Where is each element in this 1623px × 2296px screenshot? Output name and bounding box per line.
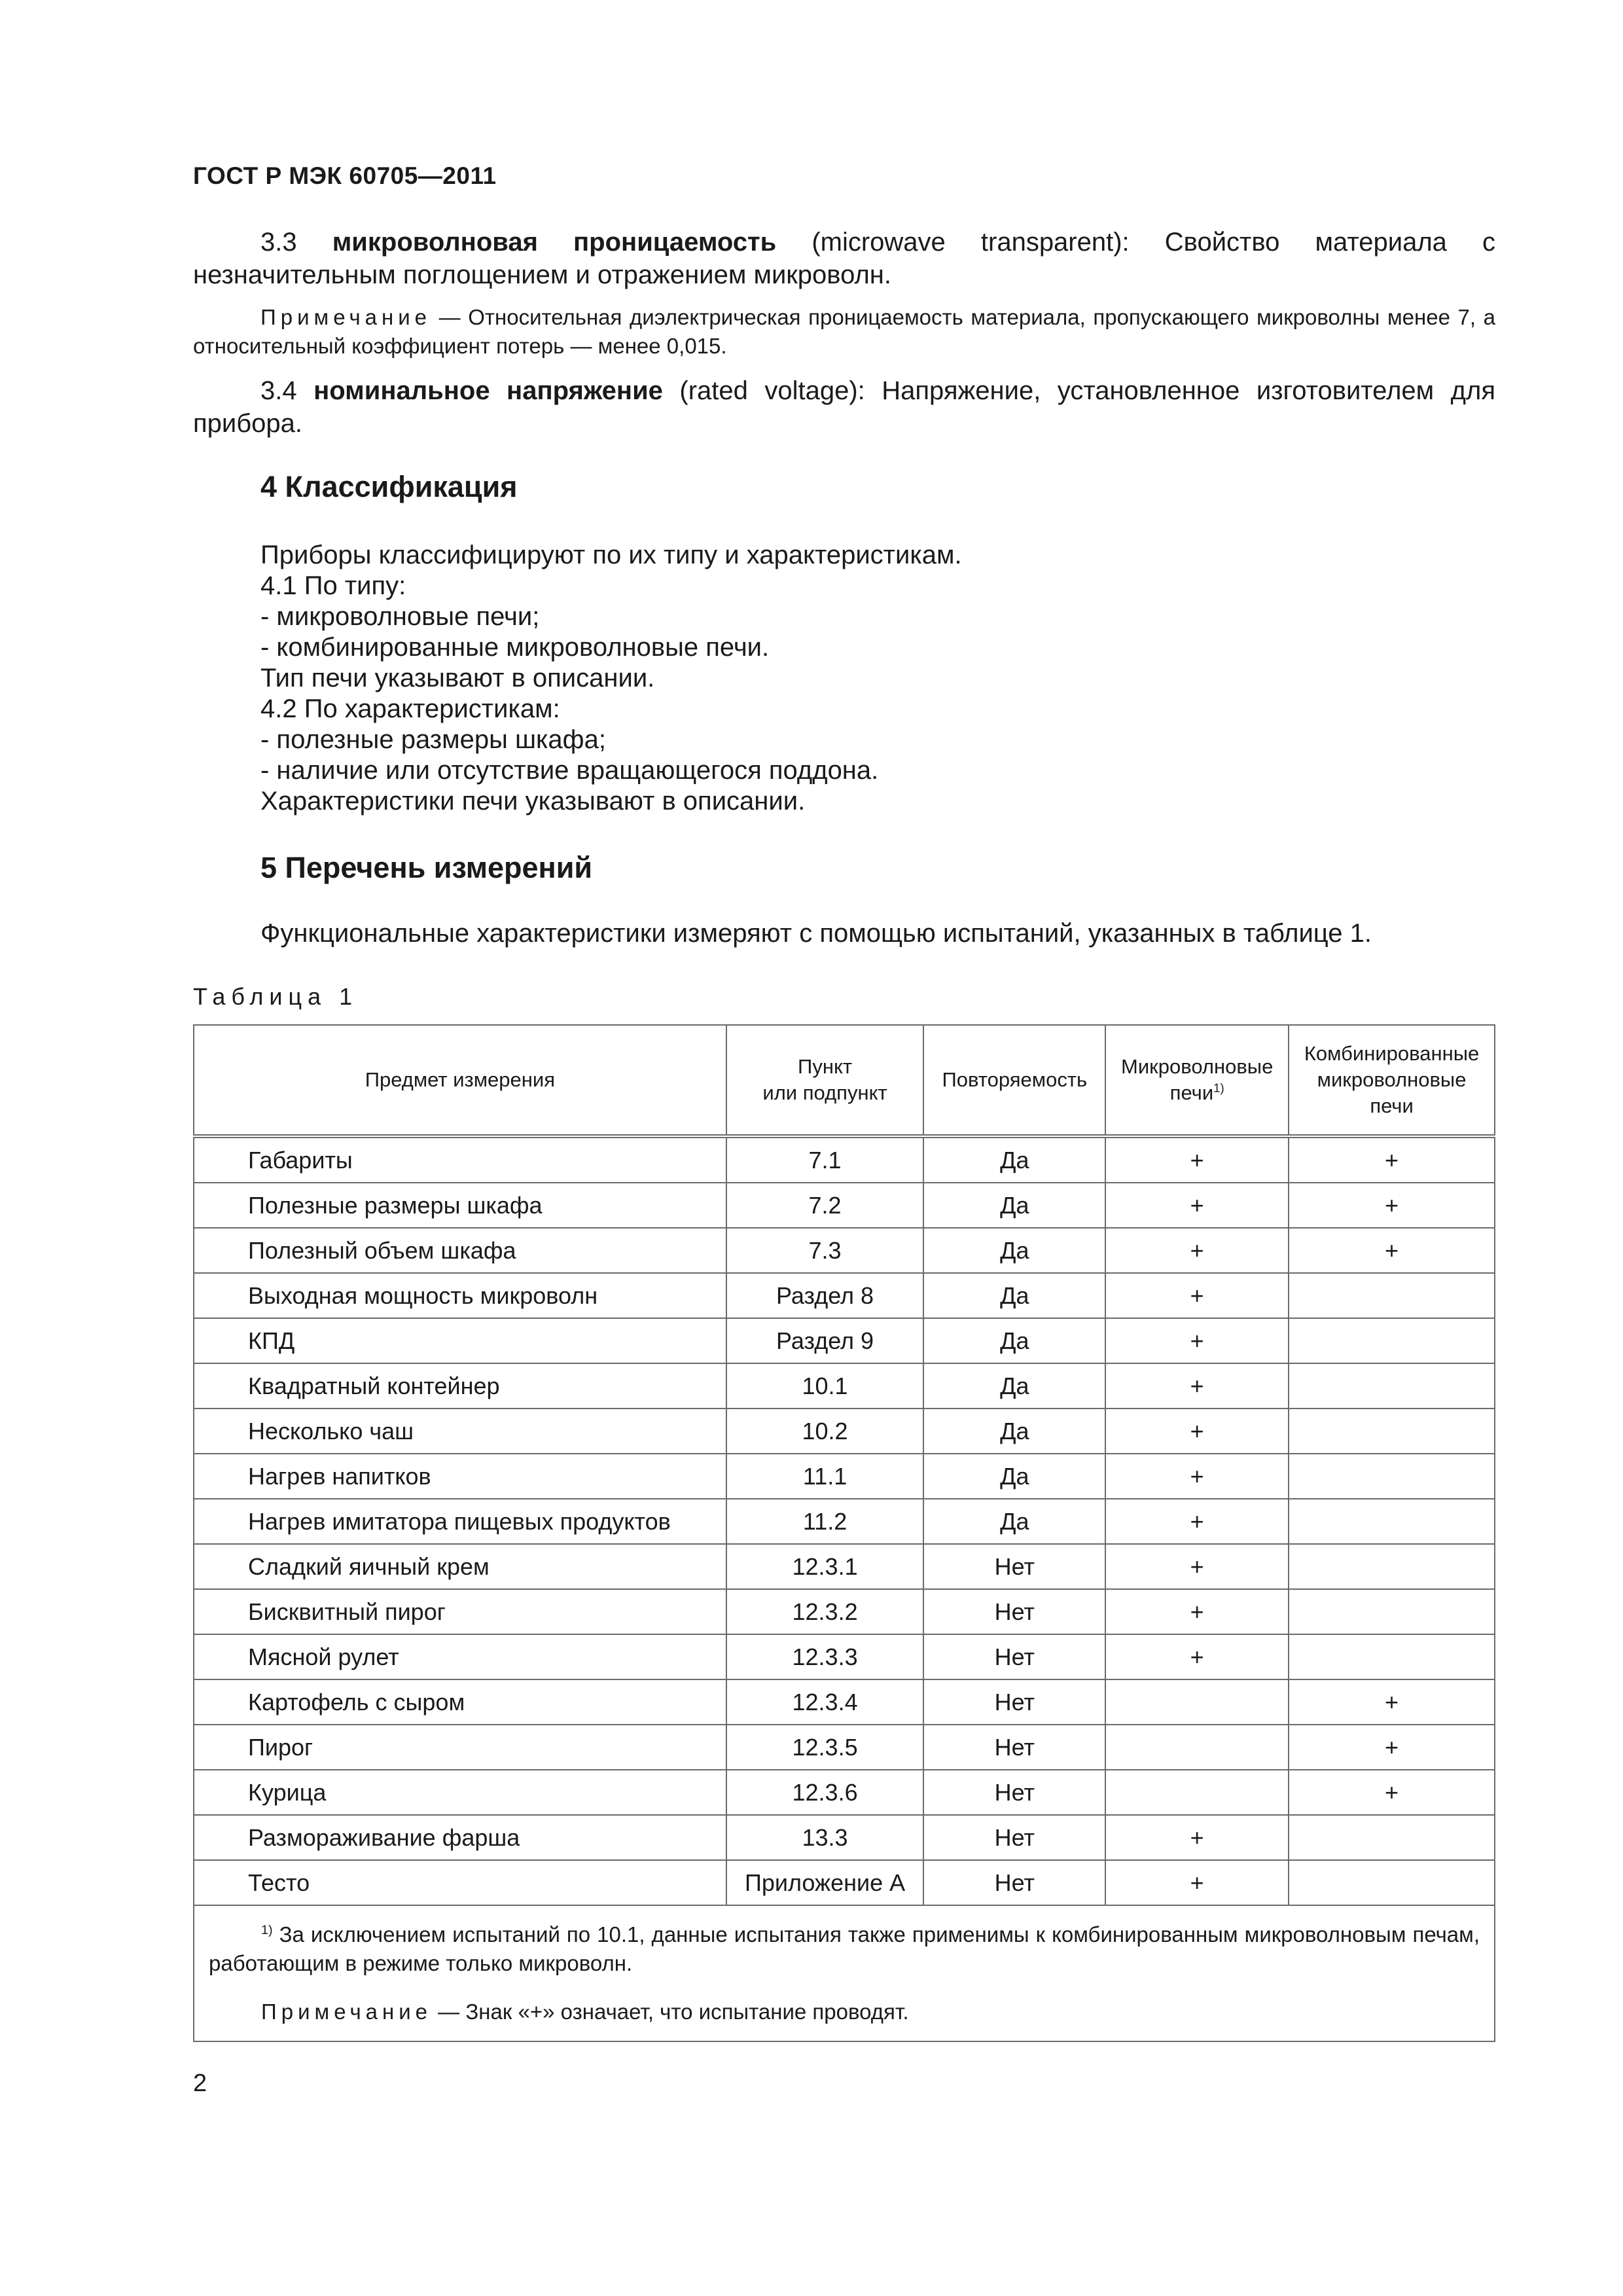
section-4-line: - комбинированные микроволновые печи. xyxy=(260,633,770,662)
header-subject: Предмет измерения xyxy=(194,1025,726,1136)
cell-microwave: + xyxy=(1105,1499,1289,1544)
document-header: ГОСТ Р МЭК 60705—2011 xyxy=(193,162,497,189)
cell-repeatability: Нет xyxy=(923,1770,1105,1815)
cell-clause: Раздел 9 xyxy=(726,1318,924,1363)
table-row xyxy=(194,1770,1495,1815)
cell-combined xyxy=(1289,1634,1495,1679)
cell-subject: Полезный объем шкафа xyxy=(194,1228,726,1273)
cell-microwave xyxy=(1105,1770,1289,1815)
cell-microwave: + xyxy=(1105,1454,1289,1499)
cell-clause: Раздел 8 xyxy=(726,1273,924,1318)
table-row xyxy=(194,1725,1495,1770)
section-4-line: Тип печи указывают в описании. xyxy=(260,664,655,692)
header-combined xyxy=(1289,1025,1495,1136)
cell-subject: Тесто xyxy=(194,1860,726,1905)
cell-combined: + xyxy=(1289,1679,1495,1725)
cell-subject: Выходная мощность микроволн xyxy=(194,1273,726,1318)
cell-microwave: + xyxy=(1105,1273,1289,1318)
section-4-line: - полезные размеры шкафа; xyxy=(260,725,606,754)
cell-combined: + xyxy=(1289,1725,1495,1770)
section-3-3-text: (microwave transparent): Свойство материала с незначительным поглощением и отражением микроволн. xyxy=(193,228,1495,289)
cell-microwave xyxy=(1105,1725,1289,1770)
section-3-3-number: 3.3 xyxy=(260,228,297,257)
cell-repeatability: Да xyxy=(923,1363,1105,1408)
cell-combined: + xyxy=(1289,1183,1495,1228)
cell-repeatability: Нет xyxy=(923,1815,1105,1860)
section-3-3-term: микроволновая проницаемость xyxy=(332,228,777,257)
section-5-heading: 5 Перечень измерений xyxy=(260,851,593,884)
table-row xyxy=(194,1363,1495,1408)
table-footnote-row xyxy=(194,1905,1495,2041)
cell-repeatability: Да xyxy=(923,1183,1105,1228)
section-4-body xyxy=(260,540,1497,817)
table-row xyxy=(194,1454,1495,1499)
cell-subject: Габариты xyxy=(194,1136,726,1183)
cell-subject: Мясной рулет xyxy=(194,1634,726,1679)
cell-microwave xyxy=(1105,1679,1289,1725)
table-caption: Таблица 1 xyxy=(193,983,359,1010)
section-3-3 xyxy=(193,226,1495,291)
cell-combined xyxy=(1289,1363,1495,1408)
header-microwave-line: печи xyxy=(1169,1081,1214,1104)
cell-clause: 12.3.5 xyxy=(726,1725,924,1770)
cell-microwave: + xyxy=(1105,1183,1289,1228)
page-number: 2 xyxy=(193,2070,207,2097)
section-3-4-number: 3.4 xyxy=(260,376,297,405)
cell-microwave: + xyxy=(1105,1318,1289,1363)
section-4-line: Приборы классифицируют по их типу и характеристикам. xyxy=(260,541,962,569)
footnote xyxy=(209,1920,1480,1978)
cell-clause: Приложение А xyxy=(726,1860,924,1905)
cell-subject: Нагрев напитков xyxy=(194,1454,726,1499)
header-combined-line: микроволновые xyxy=(1317,1068,1467,1091)
cell-microwave: + xyxy=(1105,1136,1289,1183)
cell-clause: 12.3.4 xyxy=(726,1679,924,1725)
header-combined-line: Комбинированные xyxy=(1304,1042,1480,1065)
cell-repeatability: Да xyxy=(923,1318,1105,1363)
cell-clause: 13.3 xyxy=(726,1815,924,1860)
cell-repeatability: Да xyxy=(923,1228,1105,1273)
cell-clause: 12.3.2 xyxy=(726,1589,924,1634)
cell-combined xyxy=(1289,1499,1495,1544)
note-3-3 xyxy=(193,303,1495,361)
section-3-4 xyxy=(193,374,1495,440)
cell-combined: + xyxy=(1289,1770,1495,1815)
cell-subject: Бисквитный пирог xyxy=(194,1589,726,1634)
cell-combined xyxy=(1289,1454,1495,1499)
section-5-text: Функциональные характеристики измеряют с помощью испытаний, указанных в таблице 1. xyxy=(260,919,1372,948)
cell-clause: 7.1 xyxy=(726,1136,924,1183)
section-4-line: 4.1 По типу: xyxy=(260,571,406,600)
cell-microwave: + xyxy=(1105,1408,1289,1454)
header-repeatability: Повторяемость xyxy=(923,1025,1105,1136)
cell-clause: 10.1 xyxy=(726,1363,924,1408)
section-4-line: 4.2 По характеристикам: xyxy=(260,694,560,723)
cell-subject: Пирог xyxy=(194,1725,726,1770)
header-microwave-line: Микроволновые xyxy=(1121,1055,1274,1078)
table-row xyxy=(194,1228,1495,1273)
cell-combined xyxy=(1289,1318,1495,1363)
cell-repeatability: Нет xyxy=(923,1860,1105,1905)
section-4-line: - микроволновые печи; xyxy=(260,602,540,631)
table-row xyxy=(194,1815,1495,1860)
cell-repeatability: Нет xyxy=(923,1725,1105,1770)
header-clause-line: Пункт xyxy=(798,1055,853,1078)
note-label: Примечание xyxy=(260,305,432,329)
section-3-4-term: номинальное напряжение xyxy=(313,376,663,405)
cell-subject: Полезные размеры шкафа xyxy=(194,1183,726,1228)
header-clause-line: или подпункт xyxy=(762,1081,887,1104)
section-4-heading: 4 Классификация xyxy=(260,470,518,503)
cell-subject: Сладкий яичный крем xyxy=(194,1544,726,1589)
cell-combined xyxy=(1289,1860,1495,1905)
table-row xyxy=(194,1273,1495,1318)
cell-clause: 12.3.1 xyxy=(726,1544,924,1589)
table-row xyxy=(194,1860,1495,1905)
cell-combined xyxy=(1289,1273,1495,1318)
table-row xyxy=(194,1408,1495,1454)
header-clause xyxy=(726,1025,924,1136)
cell-repeatability: Да xyxy=(923,1136,1105,1183)
cell-clause: 10.2 xyxy=(726,1408,924,1454)
cell-subject: Курица xyxy=(194,1770,726,1815)
cell-repeatability: Нет xyxy=(923,1679,1105,1725)
cell-repeatability: Да xyxy=(923,1454,1105,1499)
cell-microwave: + xyxy=(1105,1544,1289,1589)
table-note-label: Примечание xyxy=(261,2000,433,2024)
cell-clause: 7.3 xyxy=(726,1228,924,1273)
cell-repeatability: Да xyxy=(923,1499,1105,1544)
table-row xyxy=(194,1136,1495,1183)
table-note xyxy=(209,1998,1480,2026)
cell-repeatability: Да xyxy=(923,1408,1105,1454)
cell-repeatability: Да xyxy=(923,1273,1105,1318)
table-row xyxy=(194,1679,1495,1725)
table-note-text: — Знак «+» означает, что испытание проводят. xyxy=(432,2000,909,2024)
cell-microwave: + xyxy=(1105,1860,1289,1905)
table-row xyxy=(194,1544,1495,1589)
cell-subject: Несколько чаш xyxy=(194,1408,726,1454)
cell-combined xyxy=(1289,1815,1495,1860)
cell-combined xyxy=(1289,1408,1495,1454)
cell-repeatability: Нет xyxy=(923,1589,1105,1634)
cell-microwave: + xyxy=(1105,1634,1289,1679)
cell-subject: Размораживание фарша xyxy=(194,1815,726,1860)
footnote-text: За исключением испытаний по 10.1, данные испытания также применимы к комбинированным микроволновым печам, работающим в режиме только микроволн. xyxy=(209,1922,1480,1975)
table-row xyxy=(194,1634,1495,1679)
cell-clause: 11.2 xyxy=(726,1499,924,1544)
cell-clause: 11.1 xyxy=(726,1454,924,1499)
cell-subject: Картофель с сыром xyxy=(194,1679,726,1725)
cell-repeatability: Нет xyxy=(923,1634,1105,1679)
cell-subject: Квадратный контейнер xyxy=(194,1363,726,1408)
cell-repeatability: Нет xyxy=(923,1544,1105,1589)
cell-combined: + xyxy=(1289,1136,1495,1183)
table-footnote xyxy=(194,1905,1495,2041)
cell-clause: 7.2 xyxy=(726,1183,924,1228)
measurements-table xyxy=(193,1024,1495,2042)
cell-combined xyxy=(1289,1544,1495,1589)
cell-subject: КПД xyxy=(194,1318,726,1363)
table-header-row xyxy=(194,1025,1495,1136)
table-row xyxy=(194,1589,1495,1634)
section-4-line: - наличие или отсутствие вращающегося поддона. xyxy=(260,756,879,785)
cell-clause: 12.3.3 xyxy=(726,1634,924,1679)
table-row xyxy=(194,1499,1495,1544)
section-3-4-text: (rated voltage): Напряжение, установленное изготовителем для прибора. xyxy=(193,376,1495,438)
cell-subject: Нагрев имитатора пищевых продуктов xyxy=(194,1499,726,1544)
cell-combined xyxy=(1289,1589,1495,1634)
footnote-mark: 1) xyxy=(261,1923,273,1937)
header-combined-line: печи xyxy=(1370,1094,1414,1117)
cell-combined: + xyxy=(1289,1228,1495,1273)
section-5-body xyxy=(260,918,1497,949)
cell-microwave: + xyxy=(1105,1228,1289,1273)
note-text: — Относительная диэлектрическая проницаемость материала, пропускающего микроволны менее 7, а относительный коэффициент потерь — менее 0,015. xyxy=(193,305,1495,358)
cell-microwave: + xyxy=(1105,1363,1289,1408)
cell-microwave: + xyxy=(1105,1589,1289,1634)
cell-clause: 12.3.6 xyxy=(726,1770,924,1815)
section-4-line: Характеристики печи указывают в описании. xyxy=(260,787,806,816)
cell-microwave: + xyxy=(1105,1815,1289,1860)
table-row xyxy=(194,1318,1495,1363)
header-microwave xyxy=(1105,1025,1289,1136)
footnote-ref: 1) xyxy=(1213,1081,1224,1095)
table-row xyxy=(194,1183,1495,1228)
